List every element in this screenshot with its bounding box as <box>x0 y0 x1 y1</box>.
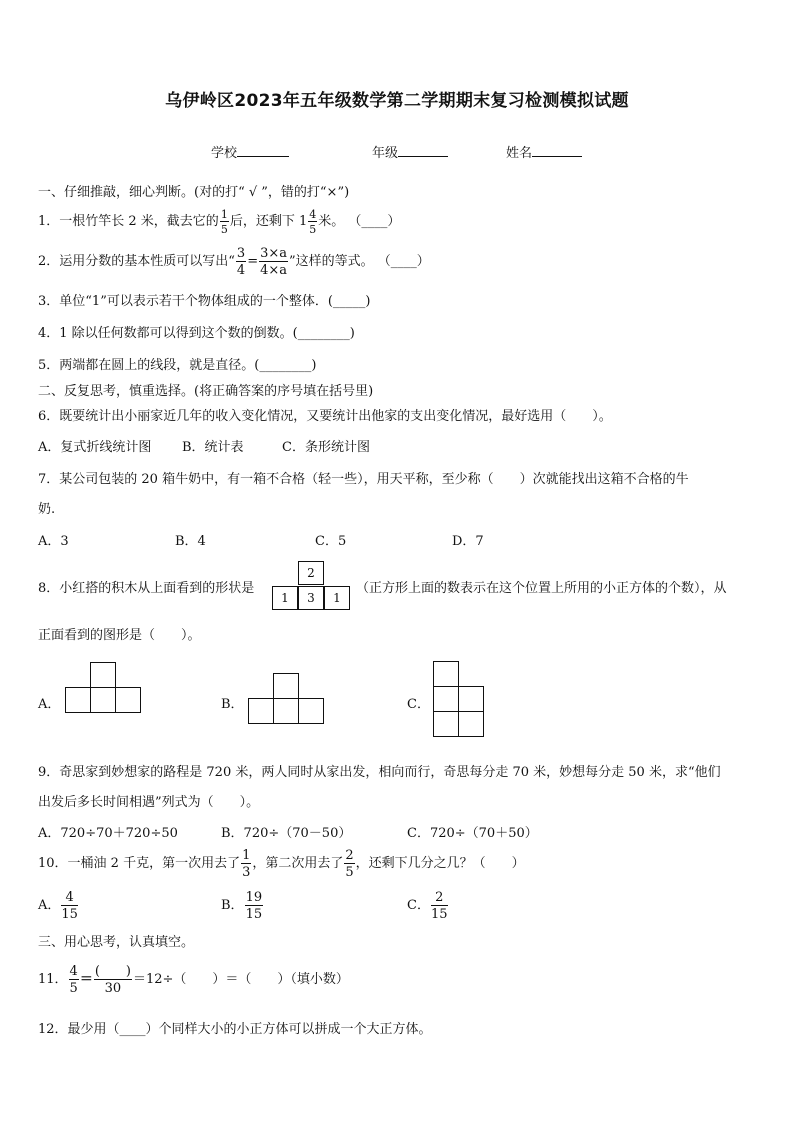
question-7-line1: 7．某公司包装的 20 箱牛奶中，有一箱不合格（轻一些），用天平称，至少称（ ）次就能找出这箱不合格的牛 <box>38 472 689 487</box>
fraction: $\frac{( )}{30}$ <box>94 963 131 996</box>
q8-option-b-label: B． <box>221 697 244 712</box>
question-8-b: （正方形上面的数表示在这个位置上所用的小正方体的个数），从 <box>356 581 727 596</box>
question-5: 5．两端都在圆上的线段，就是直径。(________) <box>38 358 317 373</box>
q7-option-c: C．5 <box>315 534 347 549</box>
fraction: $\frac{19}{15}$ <box>245 889 263 922</box>
question-9-line1: 9．奇思家到妙想家的路程是 720 米，两人同时从家出发，相向而行，奇思每分走 70 米，妙想每分走 50 米，求“他们 <box>38 765 721 780</box>
fraction: $\frac{4}{5}$ <box>69 963 78 996</box>
q8-option-a-label: A． <box>38 697 61 712</box>
q6-option-c: C．条形统计图 <box>282 440 370 455</box>
question-6: 6．既要统计出小丽家近几年的收入变化情况，又要统计出他家的支出变化情况，最好选用（ ）。 <box>38 409 612 424</box>
q9-option-a: A．720÷70＋720÷50 <box>38 826 178 841</box>
school-blank[interactable] <box>237 142 289 157</box>
name-blank[interactable] <box>532 142 582 157</box>
q6-option-b: B．统计表 <box>182 440 244 455</box>
fraction: $\frac{4}{5}$ <box>309 207 317 236</box>
q9-option-c: C．720÷（70＋50） <box>407 826 538 841</box>
q7-option-a: A．3 <box>38 534 69 549</box>
top-view-cell: 2 <box>298 561 324 585</box>
question-12: 12．最少用（____）个同样大小的小正方体可以拼成一个大正方体。 <box>38 1022 432 1037</box>
question-3: 3．单位“1”可以表示若干个物体组成的一个整体．(_____) <box>38 294 371 309</box>
fraction: $\frac{3}{4}$ <box>236 245 246 278</box>
top-view-cell: 1 <box>324 586 350 610</box>
fraction: $\frac{2}{5}$ <box>345 847 354 880</box>
grade-label: 年级 <box>372 146 399 161</box>
fraction: $\frac{2}{15}$ <box>430 889 448 922</box>
fraction: $\frac{3\times a}{4\times a}$ <box>260 245 288 278</box>
fraction: $\frac{4}{15}$ <box>61 889 78 922</box>
name-label: 姓名 <box>506 146 533 161</box>
question-1: 1．一根竹竿长 2 米，截去它的 $\frac{1}{5}$ 后，还剩下 1 $\frac{4}{5}$ 米。 （____） <box>38 207 401 236</box>
q10-option-a: A． $\frac{4}{15}$ <box>38 889 78 922</box>
section-2-heading: 二、反复思考，慎重选择。(将正确答案的序号填在括号里) <box>38 384 374 399</box>
question-11: 11． $\frac{4}{5}$ ＝ $\frac{( )}{30}$ ＝12÷（ ）＝（ ）（填小数） <box>38 963 349 996</box>
q8-option-c-label: C． <box>407 697 430 712</box>
question-4: 4．1 除以任何数都可以得到这个数的倒数。(________) <box>38 326 355 341</box>
question-2: 2．运用分数的基本性质可以写出“ $\frac{3}{4}$ = $\frac{3\times a}{4\times a}$ ”这样的等式。 （____） <box>38 245 430 278</box>
question-8-a: 8．小红搭的积木从上面看到的形状是 <box>38 581 255 596</box>
section-3-heading: 三、用心思考，认真填空。 <box>38 935 195 950</box>
question-10: 10．一桶油 2 千克，第一次用去了 $\frac{1}{3}$ ，第二次用去了 $\frac{2}{5}$ ，还剩下几分之几？（ ） <box>38 847 525 880</box>
section-1-heading: 一、仔细推敲，细心判断。(对的打“ √ ”，错的打“×”) <box>38 185 350 200</box>
q7-option-b: B．4 <box>175 534 206 549</box>
q10-option-c: C． $\frac{2}{15}$ <box>407 889 448 922</box>
grade-blank[interactable] <box>398 142 448 157</box>
question-9-line2: 出发后多长时间相遇”列式为（ ）。 <box>38 795 260 810</box>
q7-option-d: D．7 <box>452 534 484 549</box>
top-view-cell: 1 <box>272 586 298 610</box>
page-title: 乌伊岭区2023年五年级数学第二学期期末复习检测模拟试题 <box>165 91 629 111</box>
q6-option-a: A．复式折线统计图 <box>38 440 152 455</box>
q9-option-b: B．720÷（70－50） <box>221 826 352 841</box>
q10-option-b: B． $\frac{19}{15}$ <box>221 889 263 922</box>
question-7-line2: 奶. <box>38 502 56 517</box>
question-8-line2: 正面看到的图形是（ ）。 <box>38 628 201 643</box>
fraction: $\frac{1}{5}$ <box>220 207 228 236</box>
top-view-cell: 3 <box>298 586 324 610</box>
school-label: 学校 <box>211 146 238 161</box>
fraction: $\frac{1}{3}$ <box>242 847 251 880</box>
